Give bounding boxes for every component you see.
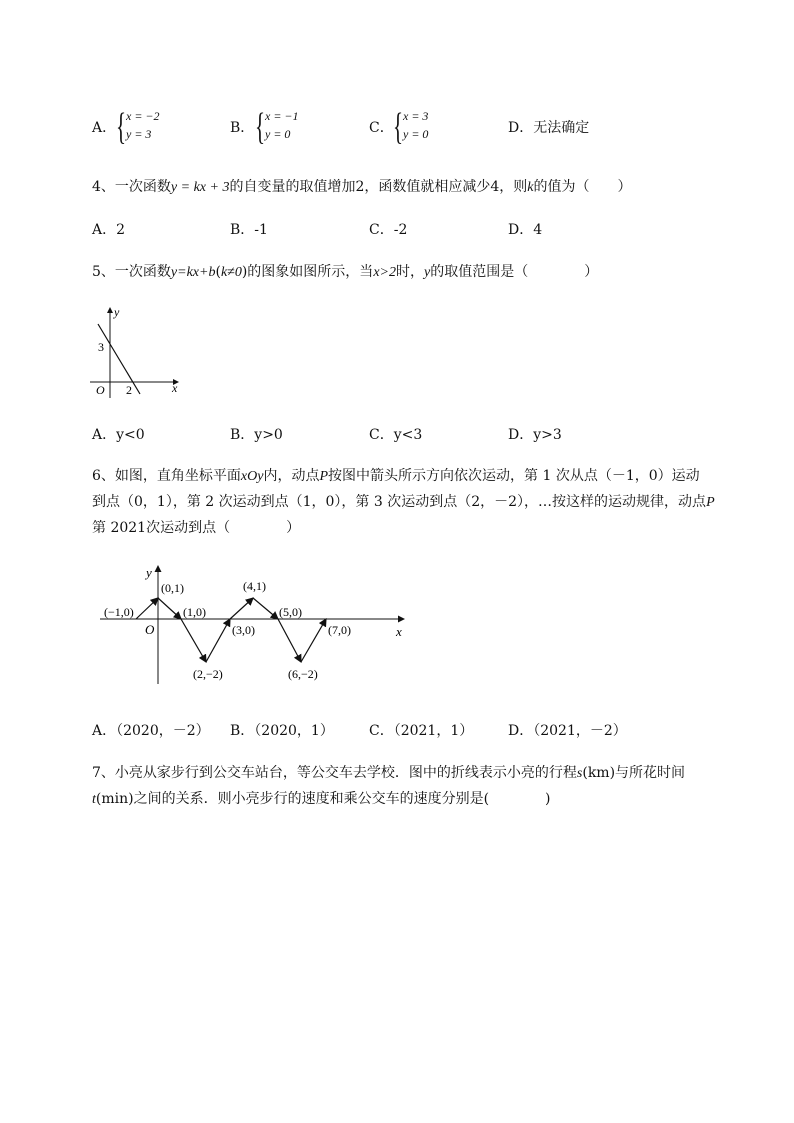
q3-option-b-system[interactable]: { x = −1 y = 0 [255,106,299,148]
q3-option-b-letter[interactable]: B． [230,120,255,136]
q3-a-row2: y = 3 [126,127,152,141]
q5-x-label: x [172,381,178,395]
q5-option-c[interactable]: C．y<3 [369,427,423,443]
q5-equation: y=kx+b [170,265,216,280]
q4-option-c[interactable]: C．-2 [369,222,408,238]
q3-b-row1: x = −1 [265,109,299,123]
q6-graph [98,560,410,690]
q6-point-labels [104,579,351,681]
q4-option-d[interactable]: D．4 [508,222,543,238]
q5-text-1: 5、一次函数 [92,264,171,280]
q6-label-p2: (1,0) [183,605,206,619]
q6-label-p0: (−1,0) [104,605,134,619]
q6-option-b[interactable]: B．（2020，1） [230,723,334,739]
q5-option-a[interactable]: A．y<0 [92,427,145,443]
q5-condition: k≠0 [220,265,242,280]
q6-line-1 [92,466,700,487]
q6-text-1b: 内，动点 [263,468,320,484]
q6-text-1a: 6、如图，直角坐标平面 [92,468,241,484]
q5-y-intercept: 3 [98,340,104,354]
q6-label-p6: (5,0) [279,605,302,619]
q3-d-text: 无法确定 [533,120,590,136]
q5-option-b[interactable]: B．y>0 [230,427,283,443]
q5-y: y [423,265,431,280]
q7-s: s [576,766,583,781]
q5-text-5: 的取值范围是（ ） [430,264,599,280]
q5-y-label: y [114,305,120,319]
q3-b-row2: y = 0 [265,127,291,141]
q3-option-a-letter[interactable]: A． [92,120,117,136]
q4-question [92,177,632,198]
q3-option-d[interactable] [508,118,589,138]
q5-x-intercept: 2 [126,383,132,397]
q6-text-1c: 按图中箭头所示方向依次运动，第 1 次从点（－1，0）运动 [328,468,700,484]
q7-line-2 [92,789,551,810]
q5-text-3: )的图象如图所示，当 [241,264,374,280]
q6-text-2: 到点（0，1），第 2 次运动到点（1，0），第 3 次运动到点（2，－2），…按这样的运动规律，动点 [92,494,707,510]
q7-line-1 [92,763,685,784]
q4-k: k [527,180,534,195]
q5-text-4: 时， [395,264,424,280]
q6-label-p3: (2,−2) [193,667,223,681]
q5-question [92,262,598,283]
q5-option-d[interactable]: D．y>3 [508,427,562,443]
q5-graph [90,300,190,400]
q6-label-p7: (6,−2) [288,667,318,681]
q3-c-row2: y = 0 [403,127,429,141]
q7-text-1a: 7、小亮从家步行到公交车站台，等公交车去学校．图中的折线表示小亮的行程 [92,765,577,781]
q3-d-letter: D． [508,120,534,136]
q4-option-a[interactable]: A．2 [92,222,126,238]
q3-option-c-system[interactable]: { x = 3 y = 0 [393,106,429,148]
q6-label-p4: (3,0) [232,623,255,637]
q6-x-label: x [396,624,402,639]
q7-t: t [92,792,96,807]
q3-option-c-letter[interactable]: C． [369,120,394,136]
q4-text-3: 的值为（ ） [533,179,632,195]
q6-label-p1: (0,1) [161,581,184,595]
q4-text-2: 的自变量的取值增加2，函数值就相应减少4，则 [229,179,528,195]
q6-option-c[interactable]: C．（2021，1） [369,723,474,739]
q7-text-1b: (km)与所花时间 [582,765,686,781]
q6-plane: xOy [240,469,264,484]
q6-origin: O [145,622,155,637]
q4-option-b[interactable]: B．-1 [230,222,268,238]
q3-c-row1: x = 3 [403,109,429,123]
q6-option-a[interactable]: A．（2020，－2） [92,723,210,739]
q6-option-d[interactable]: D．（2021，－2） [508,723,627,739]
q7-text-2: (min)之间的关系．则小亮步行的速度和乘公交车的速度分别是( ) [95,791,551,807]
q6-line-3: 第 2021次运动到点（ ） [92,520,301,536]
q5-x-condition: x>2 [373,265,396,280]
q3-a-row1: x = −2 [126,109,160,123]
q4-equation: y = kx + 3 [170,180,230,195]
q6-label-p5: (4,1) [243,579,266,593]
q6-point-p: P [319,469,329,484]
q5-origin: O [96,383,105,397]
q3-option-a-system[interactable]: { x = −2 y = 3 [116,106,160,148]
q6-point-p-2: P [706,495,715,510]
q6-label-p8: (7,0) [328,623,351,637]
q6-line-2 [92,492,715,513]
q6-y-label: y [146,565,152,580]
q4-text-1: 4、一次函数 [92,179,171,195]
q5-text-2: ( [215,264,221,280]
